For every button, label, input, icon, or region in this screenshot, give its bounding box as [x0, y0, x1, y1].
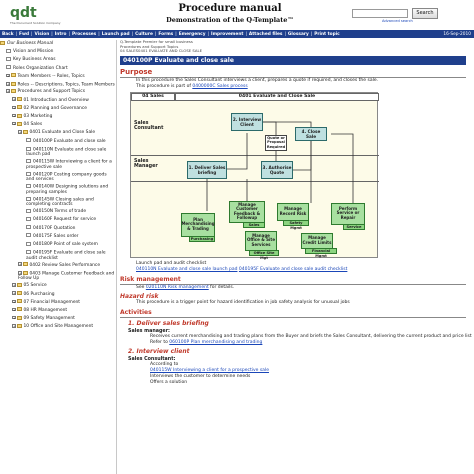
folder-icon: [23, 271, 28, 275]
folder-icon: [17, 307, 22, 311]
process-manage-credit-limits[interactable]: Manage Credit Limits: [301, 233, 333, 249]
document-icon: [26, 197, 31, 201]
document-icon: [6, 65, 11, 69]
sidebar-item[interactable]: [0, 291, 116, 299]
nav-print-topic[interactable]: Print topic: [314, 31, 340, 37]
sidebar-item-label: 040175F Sales order: [33, 233, 79, 239]
sidebar-item-label: 02 Planning and Governance: [23, 105, 87, 111]
sidebar-item[interactable]: [0, 183, 116, 196]
lane-sales-consultant: Sales Consultant: [134, 120, 164, 131]
sidebar-item[interactable]: [0, 307, 116, 315]
current-date: 16-Sep-2010: [443, 31, 471, 37]
document-icon: [6, 57, 11, 61]
nav-attached-files[interactable]: Attached files: [248, 31, 283, 37]
sidebar-item[interactable]: [0, 225, 116, 233]
sidebar-item[interactable]: [0, 158, 116, 171]
process-manage-customer-feedback[interactable]: Manage Customer Feedback & Followup: [229, 201, 265, 223]
sidebar-item-label: 0402 Review Sales Performance: [29, 262, 101, 268]
page-header: [0, 0, 474, 30]
document-icon: [26, 172, 31, 176]
sidebar-item-label: Roles Organization Chart: [13, 65, 68, 71]
expand-toggle-icon[interactable]: +: [13, 291, 16, 296]
process-manage-record-risk[interactable]: Manage Record Risk: [277, 203, 309, 221]
sidebar-item[interactable]: [0, 299, 116, 307]
folder-icon: [11, 73, 16, 77]
tag-financial-mgmt: Financial Mgmt: [305, 248, 337, 254]
sidebar-item-label: Vision and Mission: [13, 49, 54, 55]
step-close-sale[interactable]: 4. Close Sale: [295, 127, 327, 141]
nav-improvement[interactable]: Improvement: [210, 31, 244, 37]
risk-prefix: See: [136, 284, 146, 290]
sidebar-item[interactable]: [0, 48, 116, 56]
sidebar-item-label: 040140W Designing solutions and preparing samples: [26, 184, 109, 195]
sidebar-item[interactable]: [0, 65, 116, 73]
sidebar-item[interactable]: [0, 216, 116, 224]
hazard-text: This procedure is a trigger point for hazard identification in job safety analysis for unusual jobs: [136, 299, 350, 305]
logo-subtitle: The Document Solution Company: [10, 21, 61, 25]
expand-toggle-icon[interactable]: +: [7, 82, 10, 87]
sidebar-item-label: 04 Sales: [23, 122, 43, 128]
activity-1-role: Sales manager:: [128, 328, 170, 334]
launch-pad-link[interactable]: 040110N Evaluate and close sale launch pad: [136, 266, 238, 272]
sidebar-item[interactable]: [0, 129, 116, 137]
sidebar-item-label: 040115W Interviewing a client for a prospective sale: [26, 159, 112, 170]
document-icon: [26, 184, 31, 188]
tag-safety-mgmt: Safety Mgmt: [283, 220, 309, 226]
expand-toggle-icon[interactable]: +: [7, 73, 10, 78]
document-icon: [26, 217, 31, 221]
sidebar-item[interactable]: [0, 249, 116, 262]
expand-toggle-icon[interactable]: +: [13, 113, 16, 118]
expand-toggle-icon[interactable]: +: [13, 315, 16, 320]
sidebar-item-label: 040110N Evaluate and close sale launch pad: [26, 147, 107, 158]
sidebar-item[interactable]: [0, 146, 116, 159]
sidebar-item[interactable]: [0, 196, 116, 209]
tag-purchasing: Purchasing: [190, 236, 214, 241]
sidebar-item[interactable]: [0, 121, 116, 129]
purpose-heading: Purpose: [120, 67, 153, 76]
divider: [120, 317, 466, 318]
tag-office-site-mgt: Office Site Mgt: [249, 250, 279, 256]
nav-launch-pad[interactable]: Launch pad: [101, 31, 130, 37]
activity-1-refer: [150, 340, 474, 346]
sidebar-item[interactable]: [0, 40, 116, 48]
sidebar-item-label: 040150N Terms of trade: [33, 209, 87, 215]
audit-checklist-link[interactable]: 040195F Evaluate and close sale audit checklist: [238, 266, 348, 272]
document-icon: [26, 138, 31, 142]
document-icon: [26, 209, 31, 213]
sidebar-item[interactable]: [0, 270, 116, 283]
hazard-risk-heading: Hazard risk: [120, 292, 159, 300]
expand-toggle-icon[interactable]: +: [13, 105, 16, 110]
activity-2-title: 2. Interview client: [128, 347, 190, 355]
sidebar-item[interactable]: [0, 262, 116, 270]
folder-icon: [11, 89, 16, 93]
folder-icon: [23, 262, 28, 266]
sidebar-item[interactable]: [0, 81, 116, 89]
expand-toggle-icon[interactable]: +: [13, 307, 16, 312]
document-icon: [26, 233, 31, 237]
breadcrumb-item[interactable]: 04 SALES0401 EVALUATE AND CLOSE SALE: [120, 48, 202, 54]
tag-sales: Sales: [243, 222, 265, 228]
sidebar-item-label: Key Business Areas: [13, 57, 56, 63]
decision-quote-required: Quote or Proposal Required: [266, 135, 286, 150]
activity-2-according: According to: [150, 361, 179, 367]
document-icon: [26, 147, 31, 151]
folder-icon: [17, 97, 22, 101]
activity-2-bullet: Offers a solution: [150, 379, 188, 385]
process-plan-merchandising[interactable]: Plan Merchandising & Trading: [181, 213, 215, 237]
nav-processes[interactable]: Processes: [71, 31, 97, 37]
sidebar-item[interactable]: [0, 138, 116, 146]
diagram-col1-header: 04 Sales: [131, 93, 175, 101]
sidebar-item[interactable]: [0, 113, 116, 121]
folder-icon: [17, 114, 22, 118]
nav-glossary[interactable]: Glossary: [287, 31, 309, 37]
sidebar-item[interactable]: [0, 282, 116, 290]
nav-fwd[interactable]: Fwd: [19, 31, 30, 37]
lane-sales-manager: Sales Manager: [134, 158, 158, 169]
breadcrumb-item[interactable]: Procedures and Support Topics: [120, 43, 179, 49]
expand-toggle-icon[interactable]: +: [19, 271, 22, 276]
sidebar-item[interactable]: [0, 97, 116, 105]
sidebar-item-label: 09 Safety Management: [23, 316, 75, 322]
folder-icon: [11, 82, 16, 86]
risk-line: [136, 285, 474, 291]
sidebar-item-label: 06 Purchasing: [23, 291, 55, 297]
nav-culture[interactable]: Culture: [135, 31, 153, 37]
nav-vision[interactable]: Vision: [34, 31, 50, 37]
folder-icon: [17, 316, 22, 320]
sidebar-item[interactable]: [0, 233, 116, 241]
risk-management-heading: Risk management: [120, 275, 181, 283]
nav-back[interactable]: Back: [2, 31, 14, 37]
folder-icon: [23, 130, 28, 134]
expand-toggle-icon[interactable]: +: [13, 283, 16, 288]
risk-suffix: for details.: [208, 284, 235, 290]
sidebar-item-label: 07 Financial Management: [23, 299, 81, 305]
refer-prefix: Refer to: [150, 339, 170, 345]
nav-forms[interactable]: Forms: [158, 31, 174, 37]
diagram-col2-header: 0401 Evaluate and Close Sale: [175, 93, 379, 101]
sidebar-item-label: 040160F Request for service: [33, 217, 97, 223]
advanced-search-link[interactable]: Advanced search: [382, 19, 413, 23]
folder-icon: [17, 105, 22, 109]
folder-icon: [17, 299, 22, 303]
step-authorise-quote[interactable]: 3. Authorise Quote: [261, 161, 293, 179]
process-diagram: [130, 92, 378, 258]
risk-management-link[interactable]: 020110N Risk management: [145, 284, 209, 290]
expand-toggle-icon[interactable]: +: [13, 97, 16, 102]
expand-toggle-icon[interactable]: +: [13, 299, 16, 304]
sidebar-item-label: 03 Marketing: [23, 114, 53, 119]
sales-process-link[interactable]: 0400000C Sales process: [192, 83, 248, 89]
sidebar-item-label: 08 HR Management: [23, 307, 68, 313]
sidebar-item[interactable]: [0, 56, 116, 64]
sidebar-item[interactable]: [0, 241, 116, 249]
expand-toggle-icon[interactable]: +: [19, 130, 22, 135]
sidebar-item[interactable]: [0, 208, 116, 216]
sidebar-item-label: Roles -- Descriptions, Topics, Team Members: [17, 82, 115, 88]
sidebar-item-label: 040170F Quotation: [33, 225, 76, 231]
launch-pad-text: Launch pad and audit checklist: [136, 260, 207, 266]
logo-text: qdt: [10, 5, 37, 21]
sidebar-item-label: 0403 Manage Customer Feedback and Follow Up: [18, 271, 115, 282]
sidebar-item-label: Procedures and Support Topics: [17, 89, 85, 95]
manual-title: Procedure manual: [178, 3, 282, 14]
breadcrumb: [120, 40, 474, 54]
expand-toggle-icon[interactable]: +: [7, 89, 10, 94]
document-icon: [26, 225, 31, 229]
document-icon: [6, 49, 11, 53]
folder-icon: [17, 291, 22, 295]
qdt-logo[interactable]: [6, 3, 61, 27]
manual-subtitle: Demonstration of the Q-Template™: [166, 16, 294, 24]
search-button[interactable]: Search: [412, 8, 438, 19]
sidebar-item[interactable]: [0, 171, 116, 184]
launch-links: [136, 267, 474, 273]
nav-emergency[interactable]: Emergency: [178, 31, 206, 37]
plan-merchandising-link[interactable]: 060100P Plan merchandising and trading: [169, 339, 263, 345]
sidebar-tree: [0, 40, 117, 474]
process-perform-service[interactable]: Perform Service or Repair: [331, 203, 365, 225]
sidebar-item[interactable]: [0, 73, 116, 81]
activity-1-title: 1. Deliver sales briefing: [128, 319, 209, 327]
interviewing-client-link[interactable]: 040115W Interviewing a client for a prospective sale: [150, 367, 269, 373]
activity-2-bullet: Interviews the customer to determine needs: [150, 373, 251, 379]
document-icon: [26, 250, 31, 254]
activity-1-text: Receives current merchandising and trading plans from the Buyer and briefs the Sales Consultant, delivering the current product and price list: [150, 333, 472, 339]
sidebar-item-label: 040100P Evaluate and close sale: [33, 138, 106, 144]
nav-intro[interactable]: Intro: [54, 31, 67, 37]
tag-service: Service: [343, 224, 365, 230]
step-deliver-sales-briefing[interactable]: 1. Deliver Sales briefing: [187, 161, 227, 179]
folder-icon: [0, 41, 5, 45]
expand-toggle-icon[interactable]: +: [13, 324, 16, 329]
sidebar-item-label: 01 Introduction and Overview: [23, 97, 89, 103]
step-interview-client[interactable]: 2. Interview Client: [231, 113, 263, 131]
top-nav-bar: Back | Fwd | Vision | Intro | Processes | Launch pad | Culture | Forms | Emergency | Improvement | Attached files | Glossary | Print topic 16-Sep-2010: [0, 30, 474, 38]
purpose-text: In this procedure the Sales Consultant interviews a client, prepares a quote if required, and closes the sale.: [136, 77, 379, 83]
page-title: 040100P Evaluate and close sale: [120, 56, 466, 65]
search-input[interactable]: [352, 9, 408, 18]
sidebar-item-label: 10 Office and Site Management: [23, 324, 94, 330]
expand-toggle-icon[interactable]: +: [19, 262, 22, 267]
sidebar-item[interactable]: [0, 315, 116, 323]
sidebar-item-label: Our Business Manual: [7, 41, 54, 46]
process-manage-office-site[interactable]: Manage Office & Site Services: [245, 231, 277, 251]
sidebar-item-label: 040180P Point of sale system: [33, 242, 98, 247]
folder-icon: [17, 324, 22, 328]
document-icon: [26, 242, 31, 246]
sidebar-item-label: 040120P Costing company goods and services: [26, 172, 107, 183]
main-content: [120, 40, 474, 474]
sidebar-item-label: Team Members -- Roles, Topics: [17, 73, 85, 79]
folder-icon: [17, 122, 22, 126]
part-of-prefix: This procedure is part of: [136, 83, 193, 89]
folder-icon: [17, 283, 22, 287]
activities-heading: Activities: [120, 308, 152, 316]
sidebar-item[interactable]: [0, 88, 116, 96]
sidebar-item[interactable]: [0, 105, 116, 113]
sidebar-item-label: 040195F Evaluate and close sale audit checklist: [26, 250, 106, 261]
sidebar-item-label: 0401 Evaluate and Close Sale: [29, 130, 96, 136]
expand-toggle-icon[interactable]: +: [13, 121, 16, 126]
sidebar-item-label: 05 Service: [23, 283, 47, 289]
activity-2-role: Sales Consultant:: [128, 356, 176, 362]
breadcrumb-item[interactable]: Q-Template Premier for small business: [120, 40, 193, 44]
sidebar-item[interactable]: [0, 323, 116, 331]
sidebar-item-label: 040145W Closing sales and completing contracts: [26, 197, 94, 208]
part-of-line: [136, 84, 474, 90]
document-icon: [26, 159, 31, 163]
